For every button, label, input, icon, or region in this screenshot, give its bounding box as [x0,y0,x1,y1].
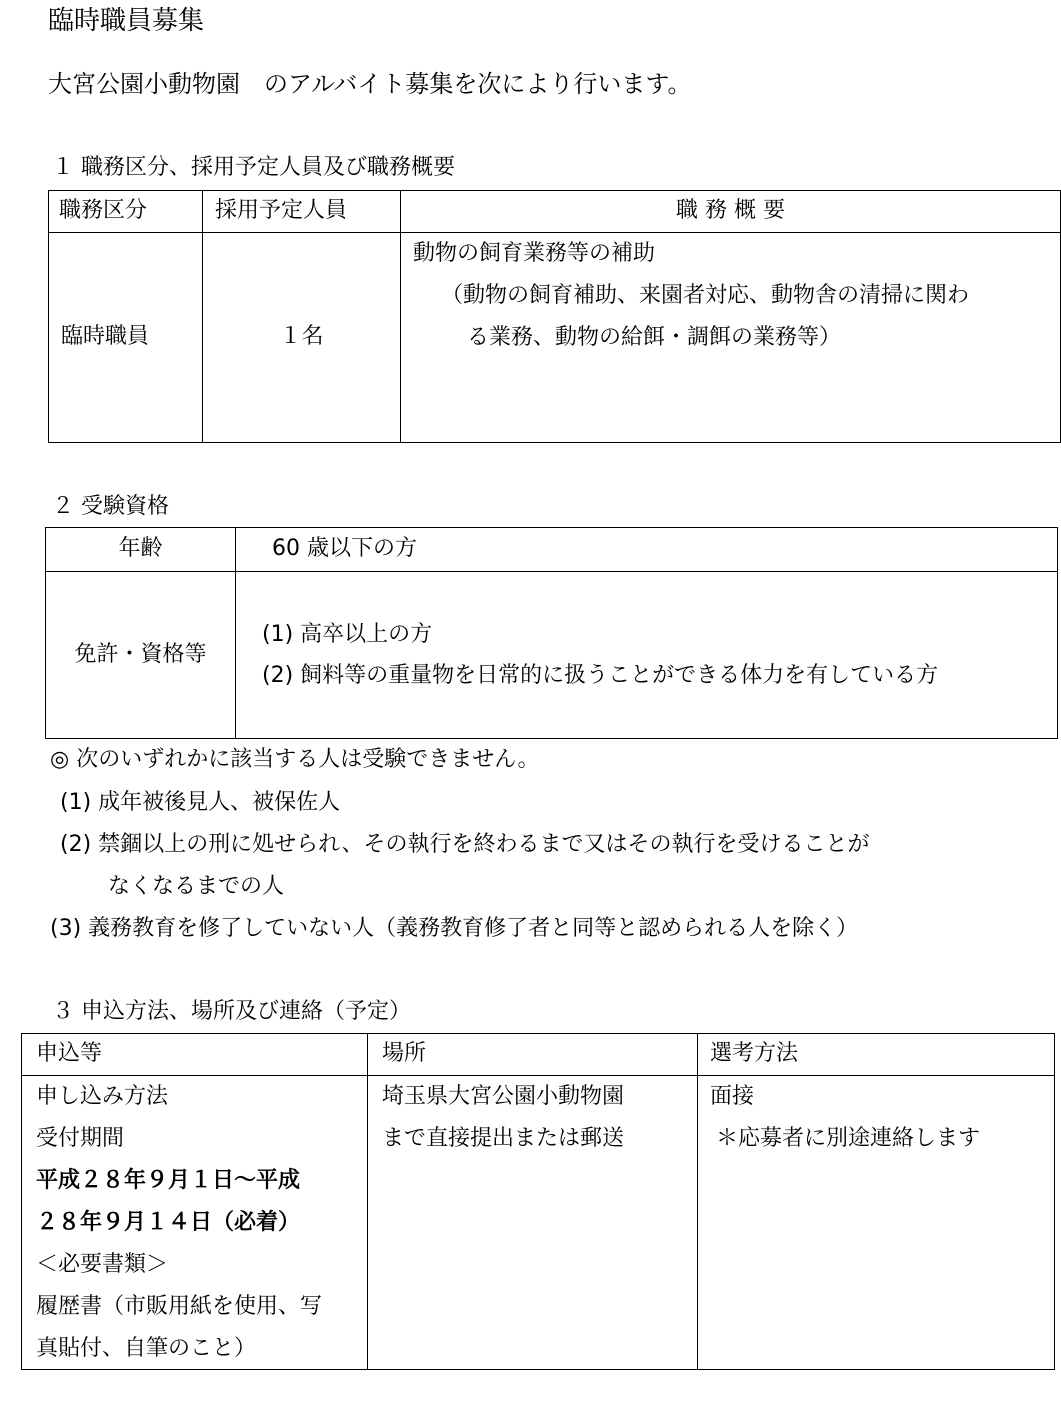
summary-line: （動物の飼育補助、来園者対応、動物舎の清掃に関わ [441,283,970,308]
disqualify-item: (1) 成年被後見人、被保佐人 [60,790,341,815]
disqualify-item: (3) 義務教育を修了していない人（義務教育修了者と同等と認められる人を除く） [50,916,859,941]
duties-count-cell: １名 [203,233,401,443]
section2-heading: ２ 受験資格 [52,494,169,519]
method-cell [698,1076,1055,1370]
duties-table [48,190,1061,443]
place-line: 埼玉県大宮公園小動物園 [382,1084,625,1109]
apply-period: 平成２８年９月１日～平成 [36,1168,301,1193]
license-item: (2) 飼料等の重量物を日常的に扱うことができる体力を有している方 [262,663,939,688]
age-value: 60 歳以下の方 [236,528,1058,572]
duties-header-count: 採用予定人員 [203,191,401,233]
intro-text: 大宮公園小動物園 のアルバイト募集を次により行います。 [48,70,692,98]
age-label: 年齢 [46,528,236,572]
license-item: (1) 高卒以上の方 [262,622,433,647]
section3-heading: ３ 申込方法、場所及び連絡（予定） [52,999,411,1024]
duties-summary-cell [401,233,1061,443]
apply-line: 受付期間 [36,1126,125,1151]
apply-docs-line: 履歴書（市販用紙を使用、写 [36,1294,323,1319]
license-label: 免許・資格等 [46,572,236,739]
application-header-apply: 申込等 [22,1034,368,1076]
disqualify-heading: ◎ 次のいずれかに該当する人は受験できません。 [50,747,540,772]
apply-period: ２８年９月１４日（必着） [36,1210,301,1235]
duties-header-category: 職務区分 [49,191,203,233]
apply-line: 申し込み方法 [36,1084,169,1109]
qualification-table [45,527,1058,739]
duties-header-summary: 職 務 概 要 [401,191,1061,233]
section1-heading: １ 職務区分、採用予定人員及び職務概要 [52,155,455,180]
place-line: まで直接提出または郵送 [382,1126,625,1151]
method-line: ＊応募者に別途連絡します [716,1126,981,1151]
disqualify-item: (2) 禁錮以上の刑に処せられ、その執行を終わるまで又はその執行を受けることが [60,832,870,857]
duties-category-cell: 臨時職員 [49,233,203,443]
disqualify-item-continuation: なくなるまでの人 [108,874,285,899]
apply-docs-line: ＜必要書類＞ [36,1252,169,1277]
application-header-place: 場所 [368,1034,698,1076]
page-title: 臨時職員募集 [48,6,205,36]
apply-docs-line: 真貼付、自筆のこと） [36,1336,257,1361]
method-line: 面接 [710,1084,755,1109]
place-cell [368,1076,698,1370]
application-table [21,1033,1055,1370]
summary-line: る業務、動物の給餌・調餌の業務等） [467,325,842,350]
summary-line: 動物の飼育業務等の補助 [413,241,656,266]
apply-cell [22,1076,368,1370]
application-header-method: 選考方法 [698,1034,1055,1076]
license-values [236,572,1058,739]
